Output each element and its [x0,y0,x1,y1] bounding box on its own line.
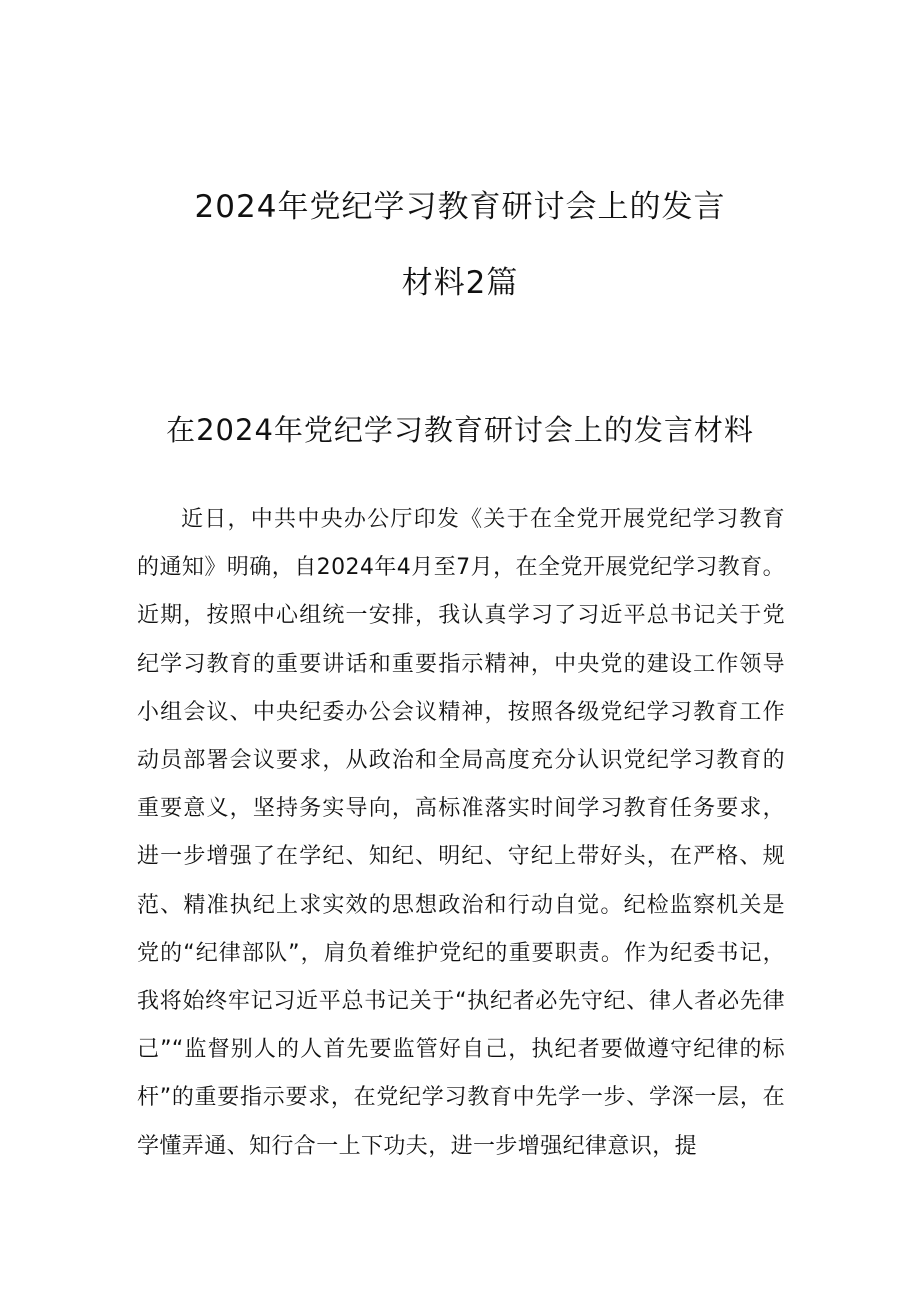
document-subtitle: 在2024年党纪学习教育研讨会上的发言材料 [166,413,754,447]
document-title-line-1: 2024年党纪学习教育研讨会上的发言 [194,189,726,225]
document-title-line-2: 材料2篇 [401,265,519,301]
body-paragraph: 近日，中共中央办公厅印发《关于在全党开展党纪学习教育的通知》明确，自2024年4月至7月，在全党开展党纪学习教育。近期，按照中心组统一安排，我认真学习了习近平总书记关于党纪学习教育的重要讲话和重要指示精神，中央党的建设工作领导小组会议、中央纪委办公会议精神，按照各级党纪学习教育工作动员部署会议要求，从政治和全局高度充分认识党纪学习教育的重要意义，坚持务实导向，高标准落实时间学习教育任务要求，进一步增强了在学纪、知纪、明纪、守纪上带好头，在严格、规范、精准执纪上求实效的思想政治和行动自觉。纪检监察机关是党的“纪律部队”，肩负着维护党纪的重要职责。作为纪委书记，我将始终牢记习近平总书记关于“执纪者必先守纪、律人者必先律己”“监督别人的人首先要监管好自己，执纪者要做遵守纪律的标杆”的重要指示要求，在党纪学习教育中先学一步、学深一层，在学懂弄通、知行合一上下功夫，进一步增强纪律意识，提 [137,507,785,1159]
